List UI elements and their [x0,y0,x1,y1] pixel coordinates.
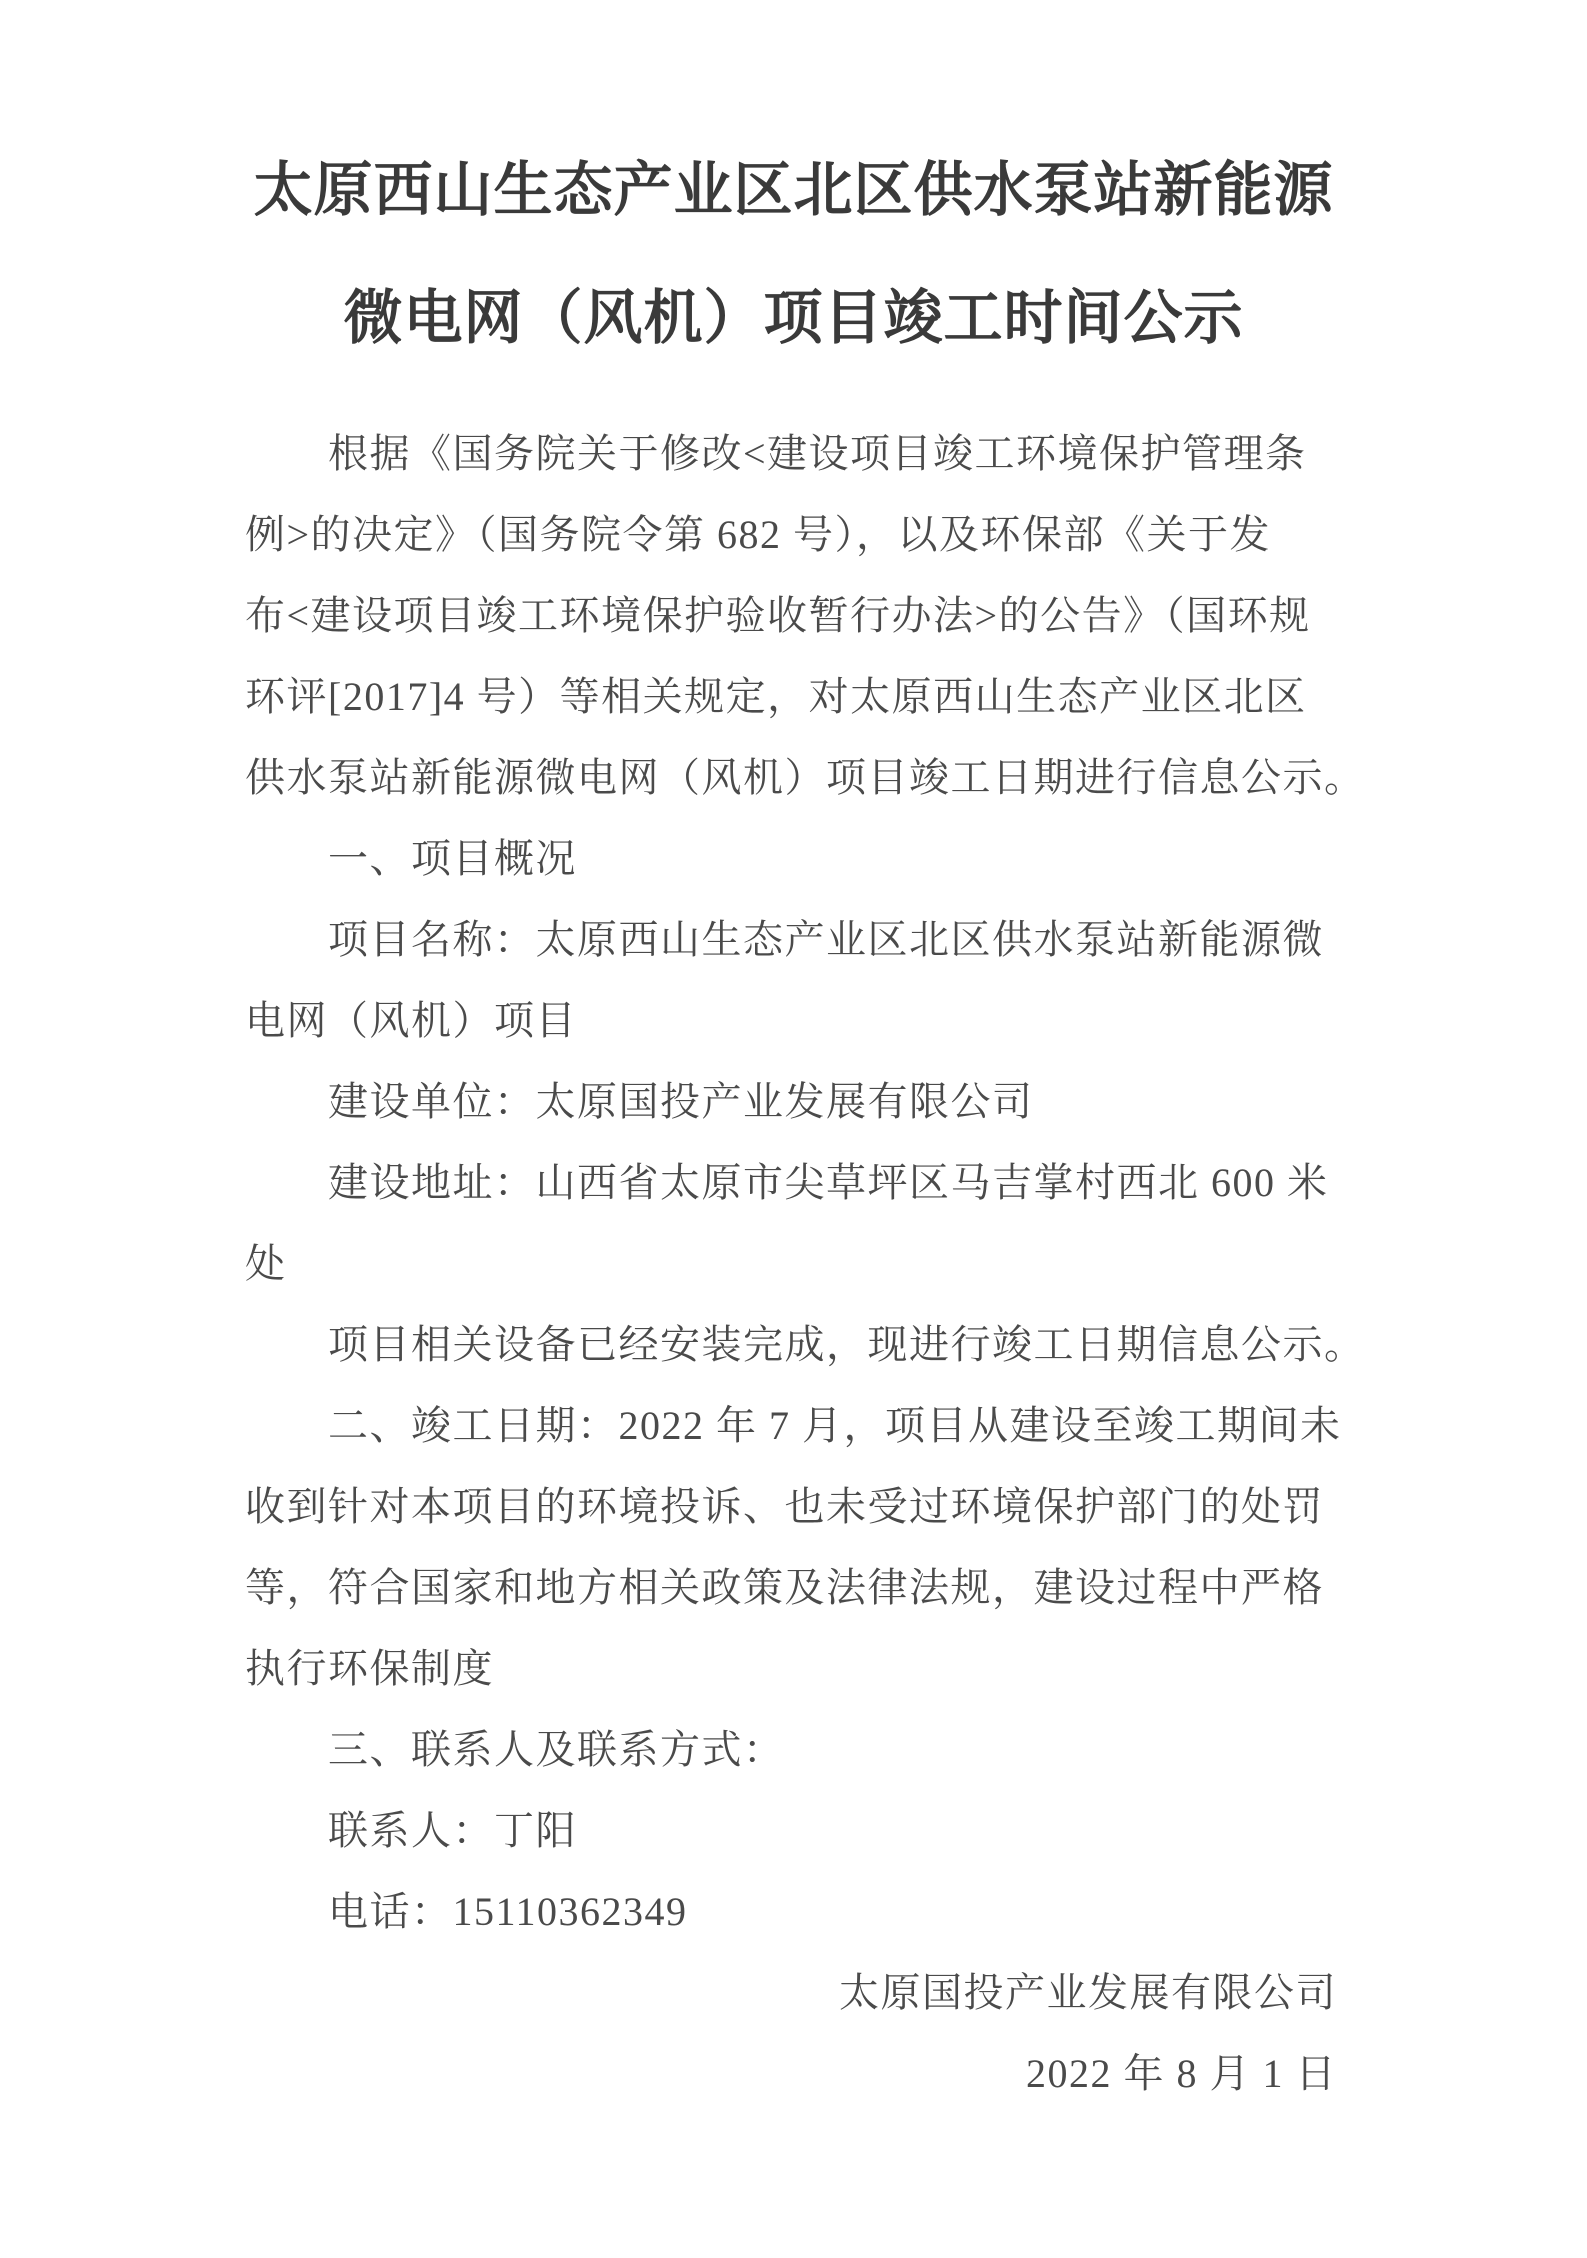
body-line-3: 布<建设项目竣工环境保护验收暂行办法>的公告》（国环规 [245,593,1311,638]
contact-phone-line: 电话：15110362349 [328,1889,688,1934]
section-heading-1: 一、项目概况 [328,836,577,881]
title-line-2: 微电网（风机）项目竣工时间公示 [343,285,1244,351]
construction-address-line-1: 建设地址：山西省太原市尖草坪区马吉掌村西北 600 米 [328,1160,1329,1205]
section-heading-2: 二、竣工日期：2022 年 7 月，项目从建设至竣工期间未 [328,1403,1342,1448]
body-line-15: 等，符合国家和地方相关政策及法律法规，建设过程中严格 [245,1565,1324,1610]
project-name-line-2: 电网（风机）项目 [245,998,577,1043]
project-name-line-1: 项目名称：太原西山生态产业区北区供水泵站新能源微 [328,917,1324,962]
document-title [0,126,1587,382]
signature-company: 太原国投产业发展有限公司 [839,1970,1337,2015]
body-line-5: 供水泵站新能源微电网（风机）项目竣工日期进行信息公示。 [245,755,1366,800]
document-body [245,413,1366,2114]
body-line-14: 收到针对本项目的环境投诉、也未受过环境保护部门的处罚 [245,1484,1324,1529]
equipment-status-line: 项目相关设备已经安装完成，现进行竣工日期信息公示。 [328,1322,1366,1367]
body-line-4: 环评[2017]4 号）等相关规定，对太原西山生态产业区北区 [245,674,1307,719]
construction-unit-line: 建设单位：太原国投产业发展有限公司 [328,1079,1034,1124]
body-line-16: 执行环保制度 [245,1646,494,1691]
title-line-1: 太原西山生态产业区北区供水泵站新能源 [253,157,1334,223]
contact-person-line: 联系人：丁阳 [328,1808,577,1853]
body-line-2: 例>的决定》（国务院令第 682 号），以及环保部《关于发 [245,512,1272,557]
construction-address-line-2: 处 [245,1241,287,1286]
signature-date: 2022 年 8 月 1 日 [1026,2051,1337,2096]
body-line-1: 根据《国务院关于修改<建设项目竣工环境保护管理条 [328,431,1307,476]
section-heading-3: 三、联系人及联系方式： [328,1727,785,1772]
